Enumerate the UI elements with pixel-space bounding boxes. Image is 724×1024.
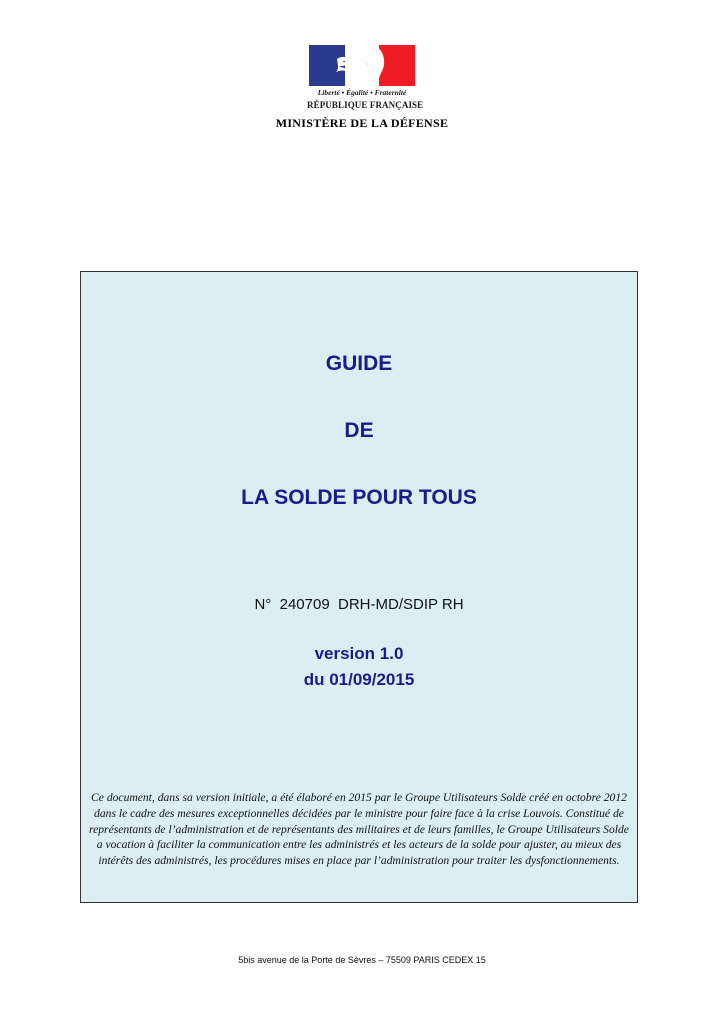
cover-title-box <box>80 271 638 903</box>
title-line-de: DE <box>344 419 374 442</box>
republic-motto: Liberté • Égalité • Fraternité <box>317 88 407 97</box>
version-label: version 1.0 <box>314 644 404 663</box>
title-line-guide: GUIDE <box>325 352 393 375</box>
ministry-name: MINISTÈRE DE LA DÉFENSE <box>275 116 449 130</box>
version-date: du 01/09/2015 <box>303 670 415 689</box>
republique-francaise-logo <box>307 45 424 113</box>
document-description: Ce document, dans sa version initiale, a été élaboré en 2015 par le Groupe Utilisateurs Solde créé en octobre 2012 dans le cadre des mesures exceptionnelles décidées par le ministre pour faire face à la crise Louvois. Constitué de représentants de l’administration et de représentants des militaires et de leurs familles, le Groupe Utilisateurs Solde a vocation à faciliter la communication entre les administrés et les acteurs de la solde pour ajuster, au mieux des intérêts des administrés, les procédures mises en place par l’administration pour traiter les dysfonctionnements. <box>89 791 629 868</box>
marianne-profile-icon <box>329 45 393 86</box>
title-line-main: LA SOLDE POUR TOUS <box>241 486 477 509</box>
document-reference: N° 240709 DRH-MD/SDIP RH <box>254 596 464 613</box>
republic-name: RÉPUBLIQUE FRANÇAISE <box>307 100 424 110</box>
footer-address: 5bis avenue de la Porte de Sèvres – 75509 PARIS CEDEX 15 <box>238 955 486 965</box>
